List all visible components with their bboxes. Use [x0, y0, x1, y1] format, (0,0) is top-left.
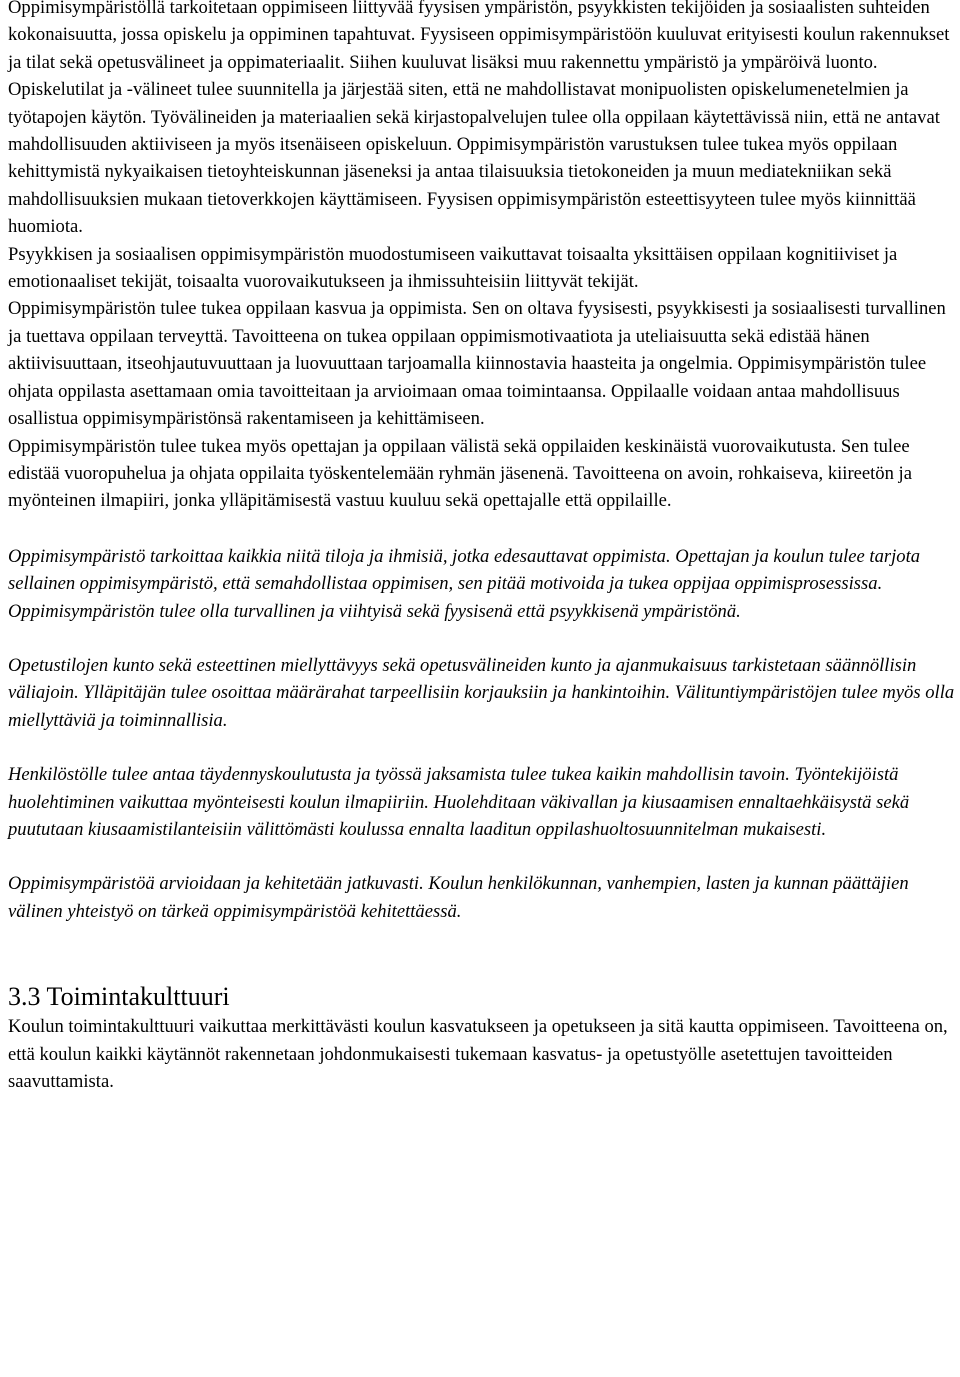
section-paragraph: Koulun toimintakulttuuri vaikuttaa merkittävästi koulun kasvatukseen ja opetukseen ja sitä kautta oppimiseen. Tavoitteena on, että koulun kaikki käytännöt rakennetaan johdonmukaisesti tukemaan kasvatus- ja opetustyölle asetettujen tavoitteiden saavuttamista.	[8, 1016, 948, 1093]
paragraph-interaction: Oppimisympäristön tulee tukea myös opettajan ja oppilaan välistä sekä oppilaiden keskinäistä vuorovaikutusta. Sen tulee edistää vuoropuhelua ja ohjata oppilaita työskentelemään ryhmän jäsenenä. Tavoitteena on avoin, rohkaiseva, kiireetön ja myönteinen ilmapiiri, jonka ylläpitämisestä vastuu kuuluu sekä opettajalle että oppilaille.	[8, 435, 912, 512]
paragraph-supporting-growth: Oppimisympäristön tulee tukea oppilaan kasvua ja oppimista. Sen on oltava fyysisesti, psyykkisesti ja sosiaalisesti turvallinen ja tuettava oppilaan terveyttä. Tavoitteena on tukea oppilaan oppimismotivaatiota ja uteliaisuutta sekä edistää hänen aktiivisuuttaan, itseohjautuvuuttaan ja luovuuttaan tarjoamalla kiinnostavia haasteita ja ongelmia. Oppimisympäristön tulee ohjata oppilasta asettamaan omia tavoitteitaan ja arvioimaan omaa toimintaansa. Oppilaalle voidaan antaa mahdollisuus osallistua oppimisympäristönsä rakentamiseen ja kehittämiseen.	[8, 298, 946, 430]
italic-paragraph-staff: Henkilöstölle tulee antaa täydennyskoulutusta ja työssä jaksamista tulee tukea kaikin mahdollisin tavoin. Työntekijöistä huolehtiminen vaikuttaa myönteisesti koulun ilmapiiriin. Huolehditaan väkivallan ja kiusaamisen ennaltaehkäisystä sekä puututaan kiusaamistilanteisiin välittömästi koulussa ennalta laaditun oppilashuoltosuunnitelman mukaisesti.	[8, 764, 910, 840]
section-heading: 3.3 Toimintakulttuuri	[8, 982, 230, 1012]
spacer	[8, 515, 956, 543]
document-page	[8, 0, 956, 1096]
italic-paragraph-evaluation: Oppimisympäristöä arvioidaan ja kehitetään jatkuvasti. Koulun henkilökunnan, vanhempien, lasten ja kunnan päättäjien välinen yhteistyö on tärkeä oppimisympäristöä kehitettäessä.	[8, 873, 909, 922]
spacer	[8, 843, 956, 870]
paragraph-physical-environment: Oppimisympäristöllä tarkoitetaan oppimiseen liittyvää fyysisen ympäristön, psyykkisten tekijöiden ja sosiaalisten suhteiden kokonaisuutta, jossa opiskelu ja oppiminen tapahtuvat. Fyysiseen oppimisympäristöön kuuluvat erityisesti koulun rakennukset ja tilat sekä opetusvälineet ja oppimateriaalit. Siihen kuuluvat lisäksi muu rakennettu ympäristö ja ympäröivä luonto. Opiskelutilat ja -välineet tulee suunnitella ja järjestää siten, että ne mahdollistavat monipuolisten opiskelumenetelmien ja työtapojen käytön. Työvälineiden ja materiaalien sekä kirjastopalvelujen tulee olla oppilaan käytettävissä niin, että ne antavat mahdollisuuden aktiiviseen ja myös itsenäiseen opiskeluun. Oppimisympäristön varustuksen tulee tukea myös oppilaan kehittymistä nykyaikaisen tietoyhteiskunnan jäseneksi ja antaa tilaisuuksia tietokoneiden ja muun mediatekniikan sekä mahdollisuuksien mukaan tietoverkkojen käyttämiseen. Fyysisen oppimisympäristön esteettisyyteen tulee myös kiinnittää huomiota.	[8, 0, 950, 238]
italic-paragraph-facilities: Opetustilojen kunto sekä esteettinen miellyttävyys sekä opetusvälineiden kunto ja ajanmukaisuus tarkistetaan säännöllisin väliajoin. Ylläpitäjän tulee osoittaa määrärahat tarpeellisiin korjauksiin ja hankintoihin. Välituntiympäristöjen tulee myös olla miellyttäviä ja toiminnallisia.	[8, 654, 955, 731]
spacer	[8, 734, 956, 761]
italic-paragraph-definition: Oppimisympäristö tarkoittaa kaikkia niitä tiloja ja ihmisiä, jotka edesauttavat oppimista. Opettajan ja koulun tulee tarjota sellainen oppimisympäristö, että semahdollistaa oppimisen, sen pitää motivoida ja tukea oppijaa oppimisprosessissa. Oppimisympäristön tulee olla turvallinen ja viihtyisä sekä fyysisenä että psyykkisenä ympäristönä.	[8, 545, 921, 622]
spacer	[8, 625, 956, 652]
paragraph-psychosocial-environment: Psyykkisen ja sosiaalisen oppimisympäristön muodostumiseen vaikuttavat toisaalta yksittäisen oppilaan kognitiiviset ja emotionaaliset tekijät, toisaalta vuorovaikutukseen ja ihmissuhteisiin liittyvät tekijät.	[8, 243, 898, 293]
spacer	[8, 925, 956, 981]
